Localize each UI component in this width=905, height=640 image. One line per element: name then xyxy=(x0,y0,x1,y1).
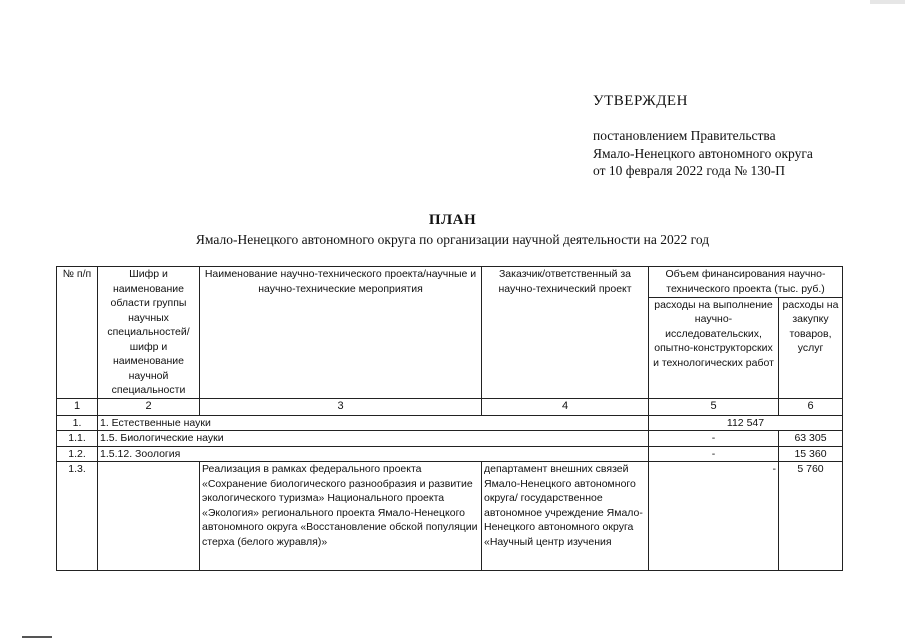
row-total: 112 547 xyxy=(649,415,843,431)
table-row xyxy=(57,446,843,462)
col-number: 6 xyxy=(779,398,843,415)
header-funding: Объем финансирования научно-технического проекта (тыс. руб.) xyxy=(649,267,843,298)
header-funding-goods: расходы на закупку товаров, услуг xyxy=(779,297,843,398)
approval-line-1: постановлением Правительства xyxy=(593,128,776,143)
col-number: 5 xyxy=(649,398,779,415)
table-row xyxy=(57,431,843,447)
project-name: Реализация в рамках федерального проекта «Сохранение биологического разнообразия и развитие экологического туризма» Национального проекта «Экология» регионального проекта Ямало-Ненецкого автономного округа «Восстановление обской популяции стерха (белого журавля)» xyxy=(200,462,482,571)
document-subtitle: Ямало-Ненецкого автономного округа по организации научной деятельности на 2022 год xyxy=(195,232,710,247)
scan-bottom-mark xyxy=(22,636,52,638)
approval-block xyxy=(593,127,813,180)
row-goods-value: 63 305 xyxy=(779,431,843,447)
project-num: 1.3. xyxy=(57,462,98,571)
row-num: 1.2. xyxy=(57,446,98,462)
row-rd-value: - xyxy=(649,446,779,462)
header-row-1 xyxy=(57,267,843,298)
col-number: 1 xyxy=(57,398,98,415)
column-number-row xyxy=(57,398,843,415)
approval-line-2: Ямало-Ненецкого автономного округа xyxy=(593,145,813,161)
header-customer: Заказчик/ответственный за научно-технический проект xyxy=(482,267,649,399)
project-goods-value: 5 760 xyxy=(779,462,843,571)
row-label: 1. Естественные науки xyxy=(98,415,649,431)
header-funding-rd: расходы на выполнение научно-исследовательских, опытно-конструкторских и технологических работ xyxy=(649,297,779,398)
table-row xyxy=(57,415,843,431)
document-title: ПЛАН xyxy=(428,212,477,228)
approval-heading: УТВЕРЖДЕН xyxy=(593,93,688,109)
project-customer: департамент внешних связей Ямало-Ненецкого автономного округа/ государственное автономное учреждение Ямало-Ненецкого автономного округа «Научный центр изучения xyxy=(482,462,649,571)
row-rd-value: - xyxy=(649,431,779,447)
approval-line-3: от 10 февраля 2022 года № 130-П xyxy=(593,163,785,178)
header-code: Шифр и наименование области группы научных специальностей/ шифр и наименование научной специальности xyxy=(98,267,200,399)
col-number: 3 xyxy=(200,398,482,415)
row-num: 1. xyxy=(57,415,98,431)
col-number: 2 xyxy=(98,398,200,415)
header-project-name: Наименование научно-технического проекта/научные и научно-технические мероприятия xyxy=(200,267,482,399)
row-goods-value: 15 360 xyxy=(779,446,843,462)
header-num: № п/п xyxy=(57,267,98,399)
row-num: 1.1. xyxy=(57,431,98,447)
project-row xyxy=(57,462,843,571)
project-code xyxy=(98,462,200,571)
col-number: 4 xyxy=(482,398,649,415)
plan-table xyxy=(56,266,843,571)
row-label: 1.5.12. Зоология xyxy=(98,446,649,462)
project-rd-value: - xyxy=(649,462,779,571)
scan-edge-mark xyxy=(870,0,905,4)
row-label: 1.5. Биологические науки xyxy=(98,431,649,447)
